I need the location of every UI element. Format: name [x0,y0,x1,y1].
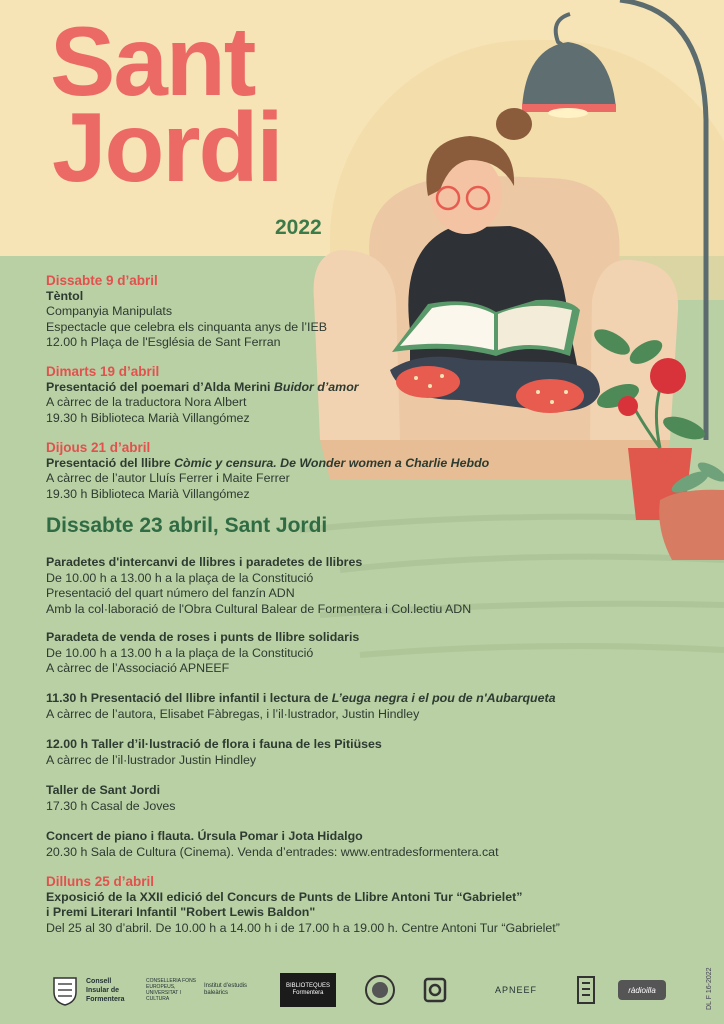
event-line: Espectacle que celebra els cinquanta anys de l’IEB [46,319,328,334]
consell-shield-logo [48,973,82,1007]
event-date: Dissabte 9 d’abril [46,273,158,288]
activity-line: A càrrec de l’il·lustrador Justin Hindley [46,752,257,767]
biblioteques-line-2: Formentera [292,990,324,996]
activity-line: 17.30 h Casal de Joves [46,798,176,813]
event-title [46,456,489,472]
activity-title: Concert de piano i flauta. Úrsula Pomar i Jota Hidalgo [46,829,363,843]
consell-logo-text: Consell Insular de Formentera [86,977,125,1003]
conselleria-logo: CONSELLERIA FONS EUROPEUS, UNIVERSITAT I CULTURA [146,978,197,1002]
event-title-text: Presentació del poemari d’Alda Merini [46,379,274,394]
event-title: Exposició de la XXII edició del Concurs de Punts de Llibre Antoni Tur “Gabrielet” [46,889,523,904]
title-line-1: Sant [50,6,255,116]
event-1 [46,273,327,351]
event-title-2: i Premi Literari Infantil "Robert Lewis Baldon" [46,905,316,920]
event-date: Dijous 21 d’abril [46,440,151,455]
event-line: 19.30 h Biblioteca Marià Villangómez [46,410,250,425]
activity-1 [46,555,471,617]
event-3 [46,440,489,502]
activity-line: 20.30 h Sala de Cultura (Cinema). Venda d’entrades: www.entradesformentera.cat [46,844,499,859]
activity-title: Paradetes d'intercanvi de llibres i paradetes de llibres [46,555,363,569]
event-date: Dimarts 19 d’abril [46,364,160,379]
activity-line: De 10.00 h a 13.00 h a la plaça de la Constitució [46,570,314,585]
activity-line: A càrrec de l’autora, Elisabet Fàbregas, i l’il·lustrador, Justin Hindley [46,706,420,721]
activity-title: Paradeta de venda de roses i punts de llibre solidaris [46,630,360,644]
event-line: Companyia Manipulats [46,304,173,319]
event-2 [46,364,359,426]
event-line: A càrrec de l’autor Lluís Ferrer i Maite Ferrer [46,471,290,486]
title-year: 2022 [275,216,322,239]
main-day-heading: Dissabte 23 abril, Sant Jordi [46,514,328,537]
poster-title [50,6,282,202]
activity-title: Taller de Sant Jordi [46,783,161,797]
event-line: A càrrec de la traductora Nora Albert [46,395,247,410]
activity-4 [46,737,382,768]
ieb-logo: Institut d’estudis baleàrics [204,983,248,996]
activity-title-book: L’euga negra i el pou de n'Aubarqueta [331,691,556,705]
event-4 [46,874,560,936]
event-line: Del 25 al 30 d’abril. De 10.00 h a 14.00 h i de 17.00 h a 19.00 h. Centre Antoni Tur “Gabrielet” [46,920,560,935]
event-title-book: Còmic y censura. De Wonder women a Charlie Hebdo [174,455,490,470]
activity-line: Amb la col·laboració de l'Obra Cultural Balear de Formentera i Col.lectiu ADN [46,601,472,616]
event-date: Dilluns 25 d’abril [46,874,155,889]
activity-5 [46,783,176,814]
event-title [46,380,359,396]
activity-title: 12.00 h Taller d’il·lustració de flora i fauna de les Pitiüses [46,737,382,751]
adn-logo [420,973,450,1007]
title-line-2: Jordi [52,92,282,202]
biblioteques-logo [280,973,336,1007]
activity-2 [46,630,359,677]
event-title: Tèntol [46,288,84,303]
activity-title [46,691,556,707]
event-title-text: Presentació del llibre [46,455,175,470]
biblioteques-line-1: BIBLIOTEQUES [285,983,330,989]
activity-line: Presentació del quart número del fanzín ADN [46,586,295,601]
radioilla-logo: ràdioilla [618,980,666,1000]
legal-deposit: DL F 16-2022 [706,967,713,1010]
activity-3 [46,691,556,722]
event-line: 19.30 h Biblioteca Marià Villangómez [46,486,250,501]
event-line: 12.00 h Plaça de l'Església de Sant Ferran [46,335,281,350]
activity-line: A càrrec de l’Associació APNEEF [46,661,230,676]
ocb-seal-logo [362,973,398,1007]
event-title-book: Buidor d’amor [273,379,359,394]
activity-title-text: 11.30 h Presentació del llibre infantil i lectura de [46,691,332,705]
theatre-logo [574,973,598,1007]
apneef-logo: APNEEF [494,985,537,995]
activity-line: De 10.00 h a 13.00 h a la plaça de la Constitució [46,645,314,660]
activity-6 [46,829,499,860]
